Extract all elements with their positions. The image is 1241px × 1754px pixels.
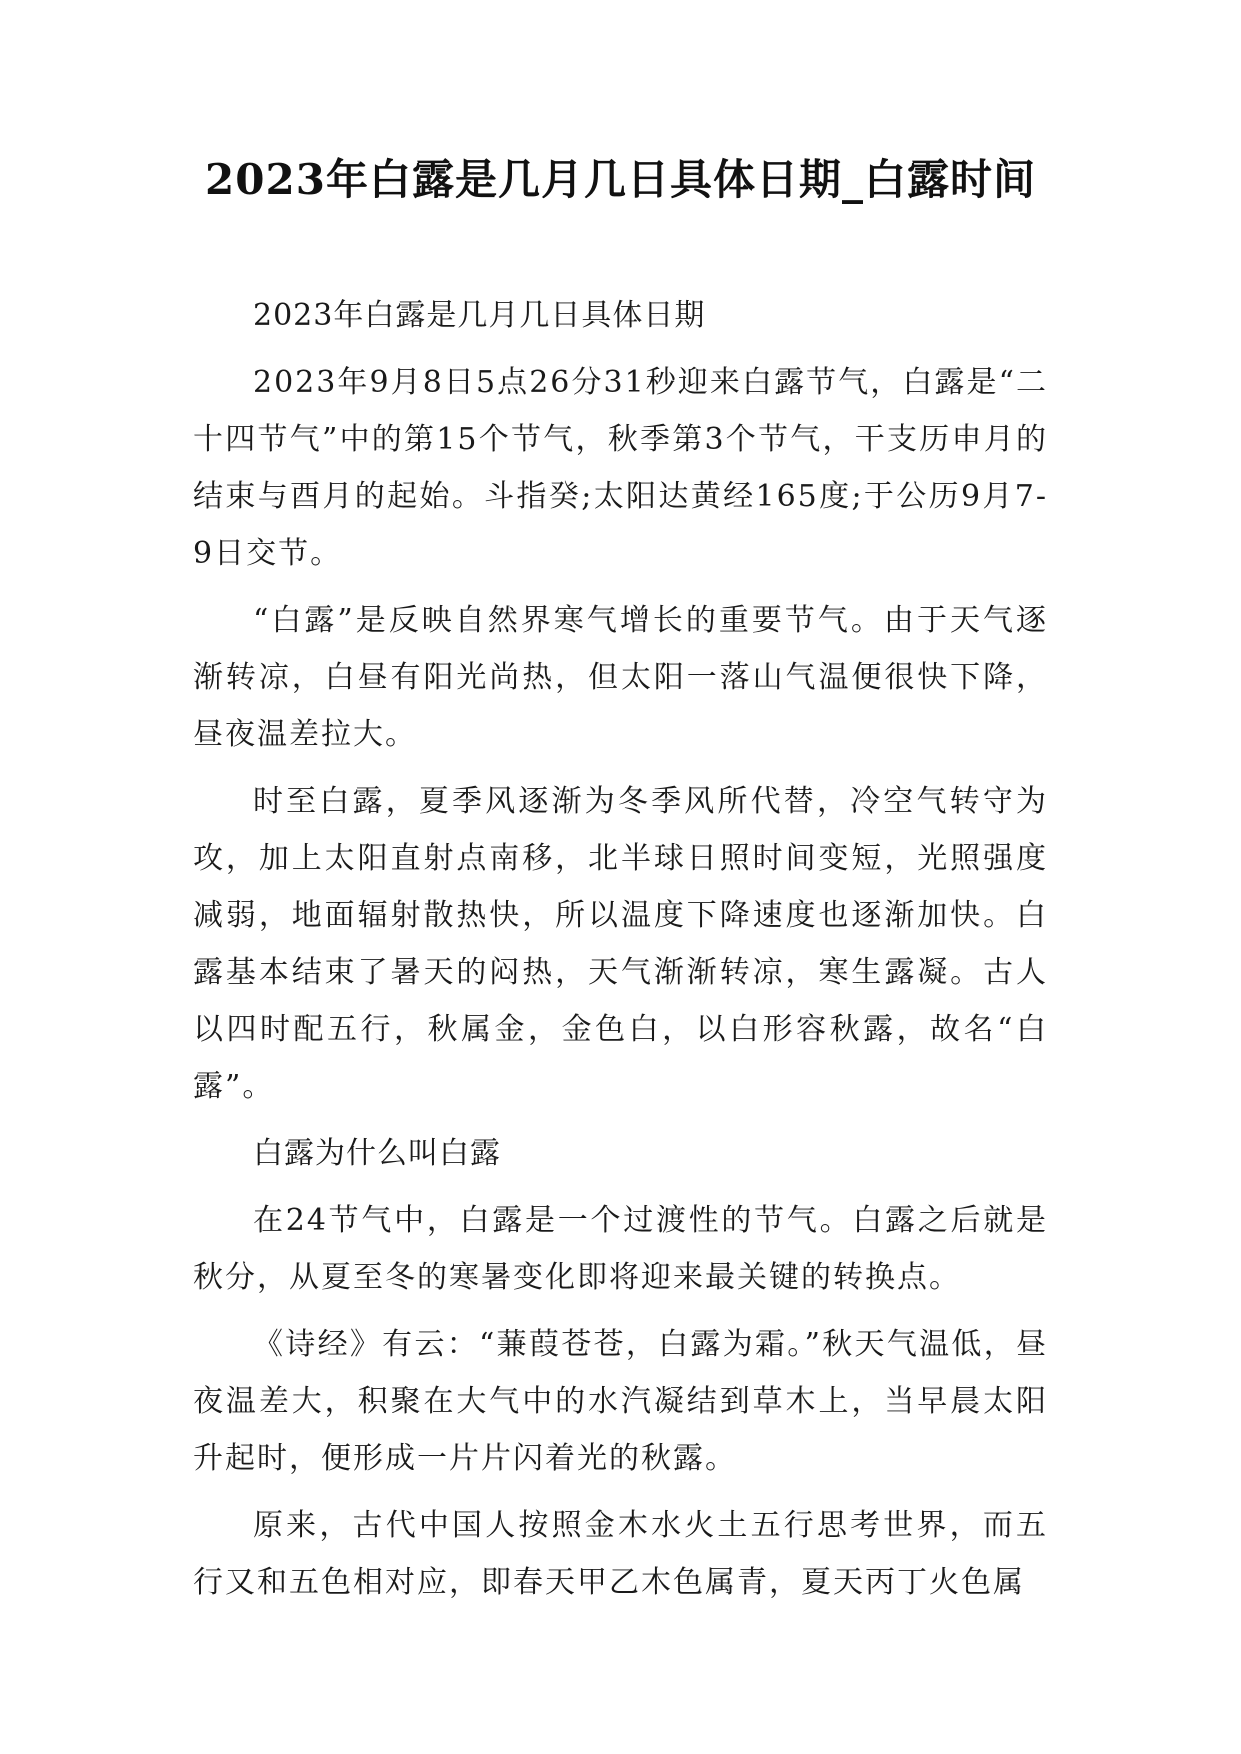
paragraph-shijing: 《诗经》有云：“蒹葭苍苍，白露为霜。”秋天气温低，昼夜温差大，积聚在大气中的水汽凝结到草木上，当早晨太阳升起时，便形成一片片闪着光的秋露。 [193, 1327, 1048, 1476]
paragraph-five-elements: 原来，古代中国人按照金木水火土五行思考世界，而五行又和五色相对应，即春天甲乙木色属青，夏天丙丁火色属 [193, 1508, 1048, 1600]
paragraph-transition: 在24节气中，白露是一个过渡性的节气。白露之后就是秋分，从夏至冬的寒暑变化即将迎来最关键的转换点。 [193, 1203, 1048, 1295]
document-title: 2023年白露是几月几日具体日期_白露时间 [205, 155, 1036, 204]
document-body [193, 287, 1048, 1621]
paragraph-meaning: “白露”是反映自然界寒气增长的重要节气。由于天气逐渐转凉，白昼有阳光尚热，但太阳一落山气温便很快下降，昼夜温差拉大。 [193, 603, 1048, 752]
paragraph-date-detail: 2023年9月8日5点26分31秒迎来白露节气，白露是“二十四节气”中的第15个节气，秋季第3个节气，干支历申月的结束与酉月的起始。斗指癸;太阳达黄经165度;于公历9月7-9日交节。 [193, 365, 1048, 571]
section-heading-date: 2023年白露是几月几日具体日期 [253, 298, 706, 333]
paragraph-climate: 时至白露，夏季风逐渐为冬季风所代替，冷空气转守为攻，加上太阳直射点南移，北半球日照时间变短，光照强度减弱，地面辐射散热快，所以温度下降速度也逐渐加快。白露基本结束了暑天的闷热，天气渐渐转凉，寒生露凝。古人以四时配五行，秋属金，金色白，以白形容秋露，故名“白露”。 [193, 784, 1048, 1104]
section-heading-name-origin: 白露为什么叫白露 [253, 1136, 501, 1171]
